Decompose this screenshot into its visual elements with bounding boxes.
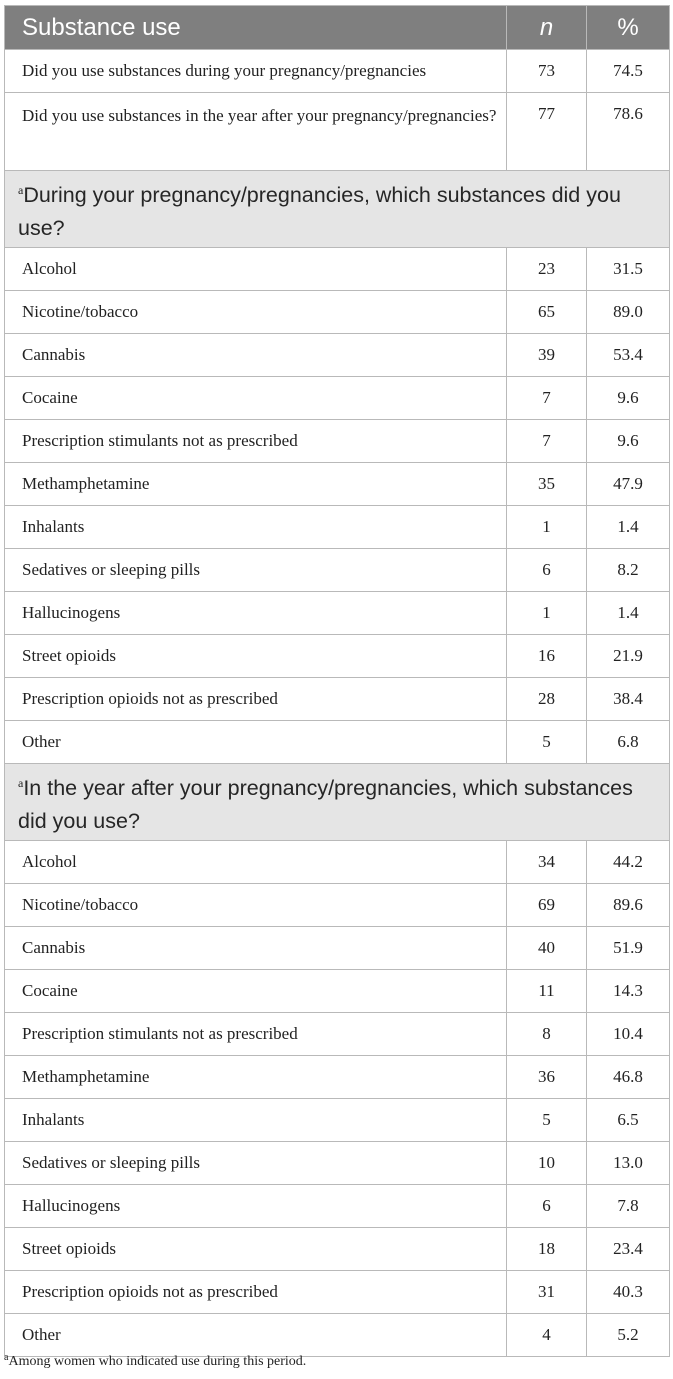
row-label: Did you use substances in the year after your pregnancy/pregnancies? — [5, 93, 507, 171]
table-row — [5, 291, 670, 334]
row-label: Prescription opioids not as prescribed — [5, 1271, 507, 1314]
row-label: Did you use substances during your pregnancy/pregnancies — [5, 50, 507, 93]
row-percent: 47.9 — [587, 463, 670, 506]
row-percent: 10.4 — [587, 1013, 670, 1056]
row-percent: 38.4 — [587, 678, 670, 721]
table-row — [5, 248, 670, 291]
table-row — [5, 1185, 670, 1228]
table-row — [5, 334, 670, 377]
header-percent: % — [587, 6, 670, 50]
row-percent: 89.0 — [587, 291, 670, 334]
row-label: Cannabis — [5, 927, 507, 970]
row-label: Alcohol — [5, 248, 507, 291]
row-label: Inhalants — [5, 1099, 507, 1142]
row-percent: 6.5 — [587, 1099, 670, 1142]
row-n: 39 — [507, 334, 587, 377]
row-percent: 1.4 — [587, 592, 670, 635]
table-row — [5, 420, 670, 463]
row-n: 7 — [507, 420, 587, 463]
row-label: Cannabis — [5, 334, 507, 377]
table-row — [5, 970, 670, 1013]
row-n: 36 — [507, 1056, 587, 1099]
row-percent: 46.8 — [587, 1056, 670, 1099]
table-row — [5, 377, 670, 420]
row-percent: 44.2 — [587, 841, 670, 884]
row-n: 8 — [507, 1013, 587, 1056]
row-label: Other — [5, 721, 507, 764]
row-percent: 9.6 — [587, 420, 670, 463]
row-n: 6 — [507, 1185, 587, 1228]
row-n: 28 — [507, 678, 587, 721]
row-n: 5 — [507, 1099, 587, 1142]
row-label: Inhalants — [5, 506, 507, 549]
row-n: 4 — [507, 1314, 587, 1357]
row-label: Prescription stimulants not as prescribed — [5, 420, 507, 463]
section-title — [5, 764, 670, 841]
row-label: Prescription stimulants not as prescribed — [5, 1013, 507, 1056]
table-row — [5, 721, 670, 764]
row-n: 65 — [507, 291, 587, 334]
row-n: 31 — [507, 1271, 587, 1314]
table-row — [5, 549, 670, 592]
table-row — [5, 635, 670, 678]
row-percent: 21.9 — [587, 635, 670, 678]
table-row — [5, 1228, 670, 1271]
row-percent: 89.6 — [587, 884, 670, 927]
table-row — [5, 1013, 670, 1056]
section-during-pregnancy-rows — [5, 248, 670, 764]
row-percent: 9.6 — [587, 377, 670, 420]
header-n: n — [507, 6, 587, 50]
row-percent: 5.2 — [587, 1314, 670, 1357]
row-n: 18 — [507, 1228, 587, 1271]
table-row — [5, 506, 670, 549]
row-label: Other — [5, 1314, 507, 1357]
row-percent: 6.8 — [587, 721, 670, 764]
row-n: 10 — [507, 1142, 587, 1185]
header-substance-use: Substance use — [5, 6, 507, 50]
row-n: 7 — [507, 377, 587, 420]
row-n: 34 — [507, 841, 587, 884]
footnote-marker: a — [18, 182, 24, 197]
row-percent: 7.8 — [587, 1185, 670, 1228]
table-row — [5, 93, 670, 171]
row-label: Prescription opioids not as prescribed — [5, 678, 507, 721]
table-row — [5, 841, 670, 884]
row-n: 6 — [507, 549, 587, 592]
row-label: Cocaine — [5, 377, 507, 420]
row-percent: 8.2 — [587, 549, 670, 592]
row-label: Street opioids — [5, 635, 507, 678]
section-title-text: In the year after your pregnancy/pregnancies, which substances did you use? — [18, 775, 633, 833]
section-header-during-pregnancy — [5, 171, 670, 248]
row-n: 1 — [507, 592, 587, 635]
row-percent: 51.9 — [587, 927, 670, 970]
row-label: Nicotine/tobacco — [5, 884, 507, 927]
row-n: 16 — [507, 635, 587, 678]
section-header-year-after — [5, 764, 670, 841]
row-label: Methamphetamine — [5, 1056, 507, 1099]
table-row — [5, 1099, 670, 1142]
row-percent: 40.3 — [587, 1271, 670, 1314]
row-percent: 14.3 — [587, 970, 670, 1013]
row-label: Hallucinogens — [5, 592, 507, 635]
table-row — [5, 678, 670, 721]
row-percent: 1.4 — [587, 506, 670, 549]
row-n: 40 — [507, 927, 587, 970]
row-label: Cocaine — [5, 970, 507, 1013]
substance-use-table — [4, 5, 670, 1357]
row-n: 5 — [507, 721, 587, 764]
row-label: Alcohol — [5, 841, 507, 884]
row-percent: 74.5 — [587, 50, 670, 93]
table-row — [5, 1271, 670, 1314]
table-row — [5, 1142, 670, 1185]
row-n: 1 — [507, 506, 587, 549]
table-row — [5, 927, 670, 970]
row-percent: 31.5 — [587, 248, 670, 291]
section-year-after-rows — [5, 841, 670, 1357]
row-percent: 13.0 — [587, 1142, 670, 1185]
section-title-text: During your pregnancy/pregnancies, which substances did you use? — [18, 182, 621, 240]
row-label: Street opioids — [5, 1228, 507, 1271]
row-percent: 23.4 — [587, 1228, 670, 1271]
row-n: 11 — [507, 970, 587, 1013]
table-row — [5, 884, 670, 927]
row-label: Methamphetamine — [5, 463, 507, 506]
footnote-marker: a — [18, 775, 24, 790]
row-percent: 53.4 — [587, 334, 670, 377]
row-n: 23 — [507, 248, 587, 291]
table-header-row — [5, 6, 670, 50]
row-label: Hallucinogens — [5, 1185, 507, 1228]
table-row — [5, 463, 670, 506]
table-row — [5, 1056, 670, 1099]
table-row — [5, 50, 670, 93]
row-n: 73 — [507, 50, 587, 93]
footnote-marker: a — [4, 1352, 9, 1363]
row-n: 69 — [507, 884, 587, 927]
row-n: 35 — [507, 463, 587, 506]
row-n: 77 — [507, 93, 587, 171]
row-percent: 78.6 — [587, 93, 670, 171]
row-label: Nicotine/tobacco — [5, 291, 507, 334]
section-title — [5, 171, 670, 248]
table-row — [5, 592, 670, 635]
footnote-text: Among women who indicated use during this period. — [8, 1354, 307, 1369]
row-label: Sedatives or sleeping pills — [5, 1142, 507, 1185]
row-label: Sedatives or sleeping pills — [5, 549, 507, 592]
table-row — [5, 1314, 670, 1357]
table-footnote — [4, 1352, 306, 1370]
